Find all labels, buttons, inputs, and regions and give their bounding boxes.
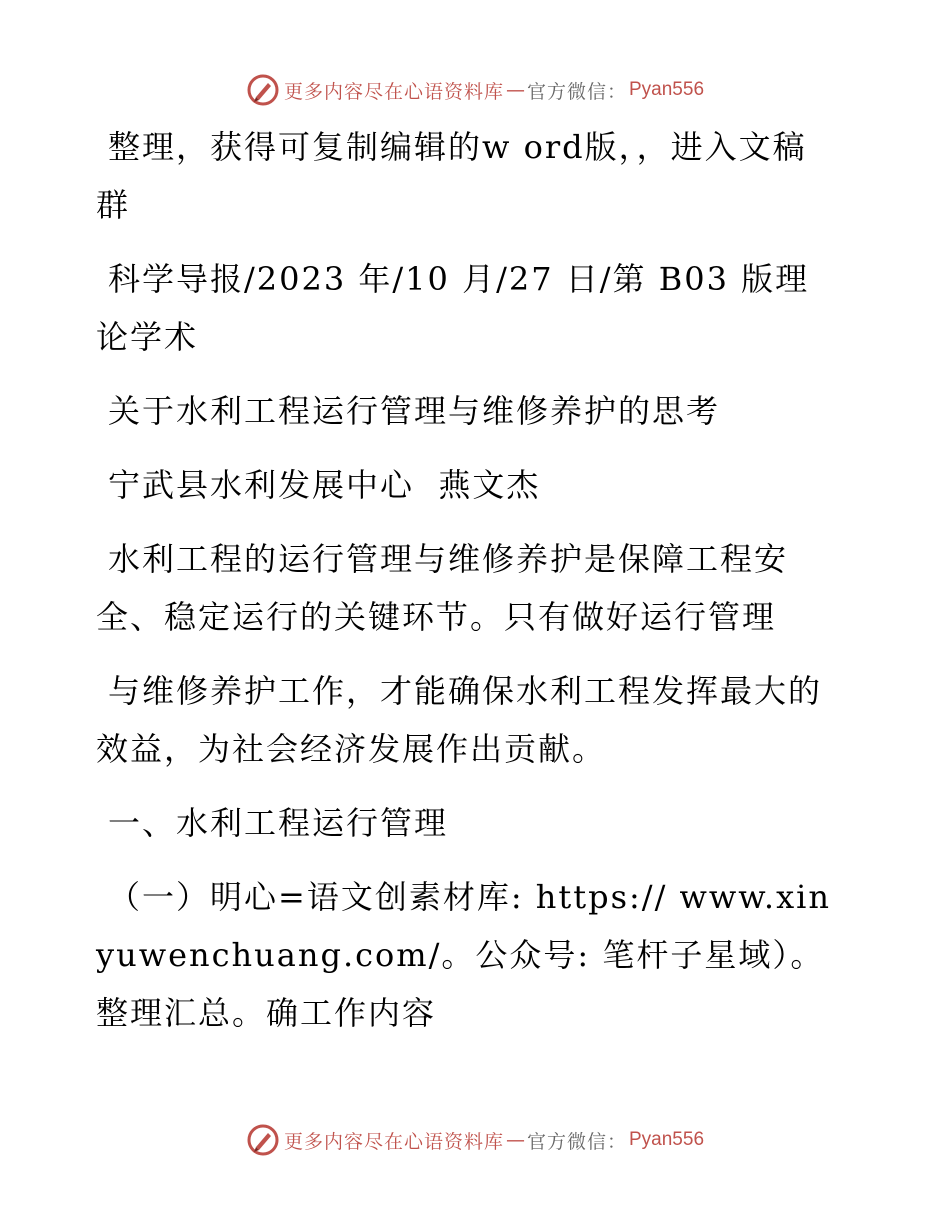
paragraph-2: 科学导报/2023 年/10 月/27 日/第 B03 版理论学术 <box>96 260 810 356</box>
paragraph-5: 水利工程的运行管理与维修养护是保障工程安全、稳定运行的关键环节。只有做好运行管理 <box>96 540 789 636</box>
banner-brand: 更多内容尽在心语资料库 <box>283 80 504 103</box>
banner-dash: — <box>505 79 525 101</box>
paragraph-6: 与维修养护工作，才能确保水利工程发挥最大的效益，为社会经济发展作出贡献。 <box>96 672 823 768</box>
author-line: 宁武县水利发展中心 燕文杰 <box>108 466 541 504</box>
banner-official: 官方微信： <box>526 80 627 103</box>
paragraph-1: 整理，获得可复制编辑的w ord版，，进入文稿群 <box>96 128 807 224</box>
banner-official: 官方微信： <box>526 1130 627 1153</box>
paragraph-8: （一）明心=语文创素材库: https:// www.xinyuwenchuang.com/。公众号: 笔杆子星域）。整理汇总。确工作内容 <box>96 878 831 1032</box>
header-banner <box>0 70 950 110</box>
banner-brand: 更多内容尽在心语资料库 <box>283 1130 504 1153</box>
footer-banner <box>0 1120 950 1160</box>
banner-wechat-id: Pyan556 <box>629 79 705 100</box>
banner-dash: — <box>505 1129 525 1151</box>
article-title: 关于水利工程运行管理与维修养护的思考 <box>108 392 721 430</box>
section-heading-1: 一、水利工程运行管理 <box>108 804 449 842</box>
banner-wechat-id: Pyan556 <box>629 1129 705 1150</box>
pen-logo-icon <box>246 73 280 107</box>
pen-logo-icon <box>246 1123 280 1157</box>
document-body <box>96 118 836 1058</box>
